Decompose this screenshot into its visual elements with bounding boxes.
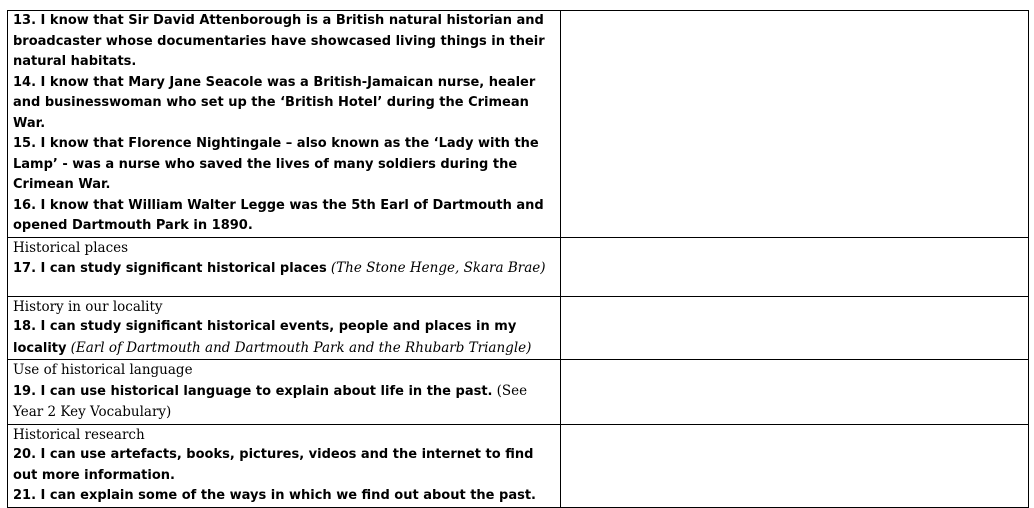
statement-16: 16. I know that William Walter Legge was the 5th Earl of Dartmouth and opened Dartmouth Park in 1890. <box>13 197 544 233</box>
empty-assessment-cell <box>561 296 1029 360</box>
table-row <box>8 360 1029 425</box>
statement-20: 20. I can use artefacts, books, pictures, videos and the internet to find out more information. <box>13 447 534 483</box>
table-row <box>8 424 1029 507</box>
empty-assessment-cell <box>561 360 1029 425</box>
section-heading: History in our locality <box>13 298 163 315</box>
curriculum-table <box>7 10 1029 508</box>
statements-cell <box>8 11 561 238</box>
table-row <box>8 11 1029 238</box>
table-row <box>8 237 1029 296</box>
statement-text: 19. I can use historical language to explain about life in the past. <box>13 383 493 399</box>
table-row <box>8 296 1029 360</box>
section-heading: Historical places <box>13 239 129 256</box>
statement-14: 14. I know that Mary Jane Seacole was a British-Jamaican nurse, healer and businesswoman who set up the ‘British Hotel’ during the Crimean War. <box>13 74 536 131</box>
statement-21: 21. I can explain some of the ways in which we find out about the past. <box>13 488 536 503</box>
statement-15: 15. I know that Florence Nightingale – also known as the ‘Lady with the Lamp’ - was a nurse who saved the lives of many soldiers during the Crimean War. <box>13 136 539 192</box>
statement-13: 13. I know that Sir David Attenborough is a British natural historian and broadcaster whose documentaries have showcased living things in their natural habitats. <box>13 13 545 69</box>
empty-assessment-cell <box>561 11 1029 238</box>
statements-cell <box>8 296 561 360</box>
statement-18 <box>13 319 531 356</box>
section-heading: Use of historical language <box>13 362 193 378</box>
statements-cell <box>8 360 561 425</box>
statement-examples: (See Year 2 Key Vocabulary) <box>13 382 528 420</box>
section-heading: Historical research <box>13 426 145 443</box>
statements-cell <box>8 237 561 296</box>
empty-assessment-cell <box>561 237 1029 296</box>
statement-text: 18. I can study significant historical events, people and places in my locality <box>13 319 517 356</box>
statements-cell <box>8 424 561 507</box>
statement-19 <box>13 384 527 421</box>
statement-text: 17. I can study significant historical places <box>13 261 327 276</box>
empty-assessment-cell <box>561 424 1029 507</box>
statement-examples: (The Stone Henge, Skara Brae) <box>330 260 546 276</box>
statement-examples: (Earl of Dartmouth and Dartmouth Park and the Rhubarb Triangle) <box>70 339 532 356</box>
statement-17 <box>13 261 546 276</box>
